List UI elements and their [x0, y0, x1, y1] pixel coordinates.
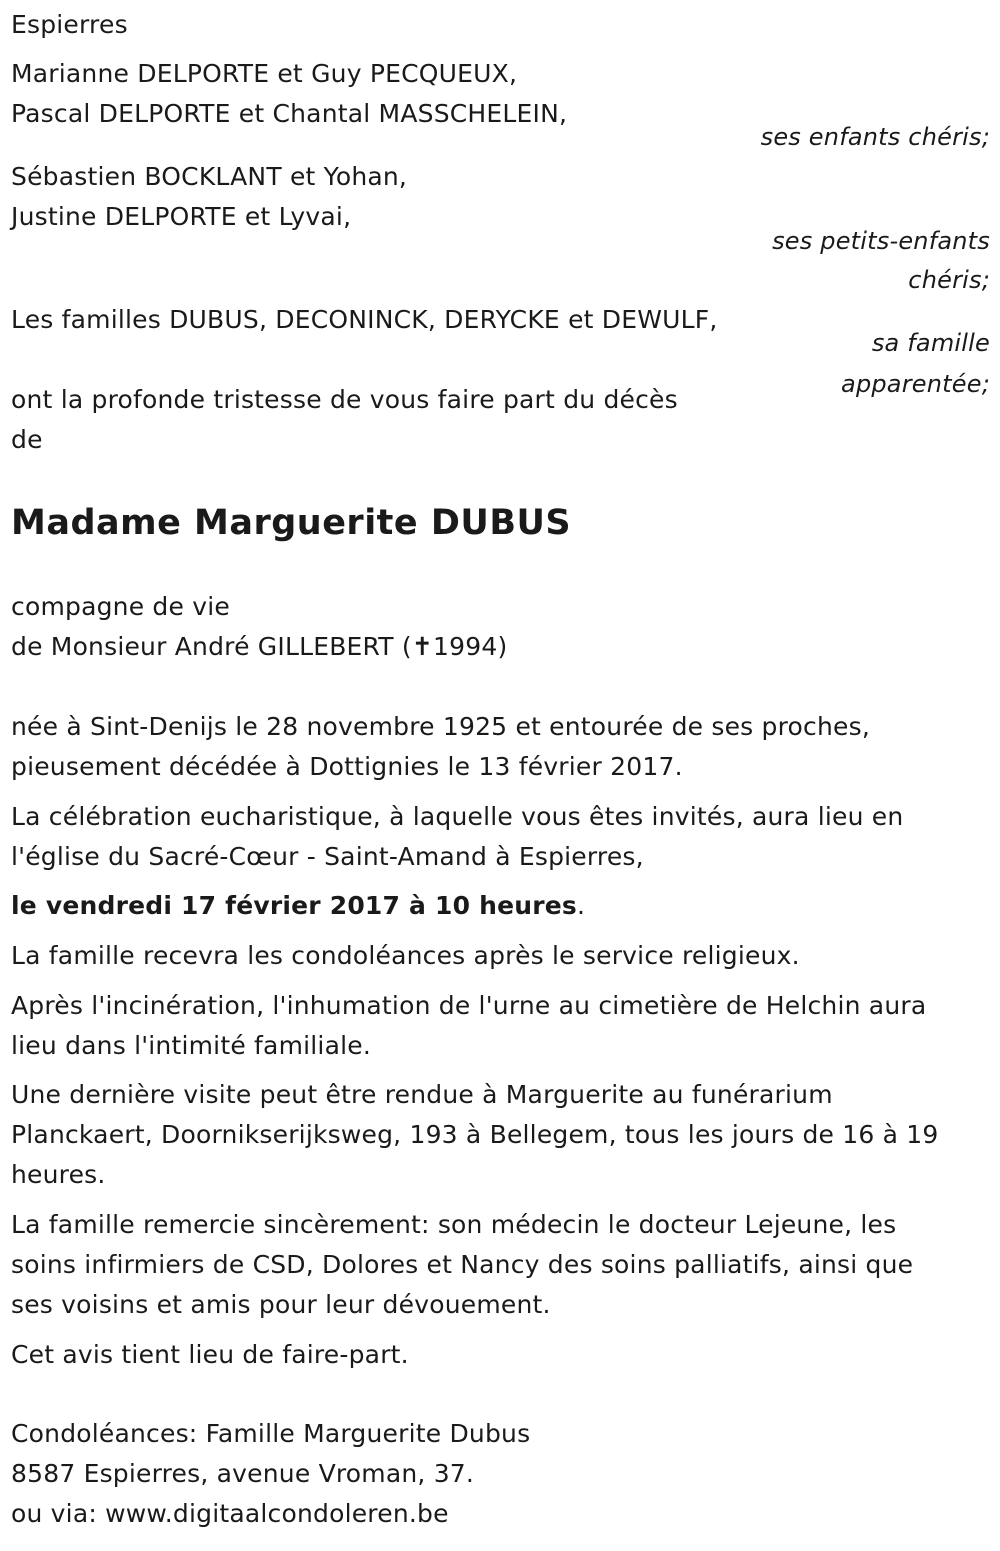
ceremony-line-1: La célébration eucharistique, à laquelle vous êtes invités, aura lieu en [11, 802, 904, 831]
announcement-line-1: ont la profonde tristesse de vous faire part du décès [11, 385, 678, 414]
thanks-line-1: La famille remercie sincèrement: son médecin le docteur Lejeune, les [11, 1210, 897, 1239]
grandchildren-relation-line-1: ses petits-enfants [772, 227, 990, 255]
families-relation-line-1: sa famille [871, 329, 990, 357]
visit-line-1: Une dernière visite peut être rendue à Marguerite au funérarium [11, 1080, 833, 1109]
grandchildren-line-1: Sébastien BOCKLANT et Yohan, [11, 162, 408, 191]
families-relation-line-2: apparentée; [841, 370, 990, 398]
grandchildren-relation-line-2: chéris; [908, 266, 990, 294]
partner-line-1: compagne de vie [11, 592, 230, 621]
children-line-1: Marianne DELPORTE et Guy PECQUEUX, [11, 59, 518, 88]
contact-line-3: ou via: www.digitaalcondoleren.be [11, 1499, 449, 1528]
notice-line: Cet avis tient lieu de faire-part. [11, 1340, 409, 1369]
children-relation: ses enfants chéris; [760, 123, 990, 151]
grandchildren-line-2: Justine DELPORTE et Lyvai, [11, 202, 352, 231]
families-line: Les familles DUBUS, DECONINCK, DERYCKE et DEWULF, [11, 305, 718, 334]
deceased-name: Madame Marguerite DUBUS [11, 503, 572, 543]
thanks-line-2: soins infirmiers de CSD, Dolores et Nancy des soins palliatifs, ainsi que [11, 1250, 914, 1279]
condolences-after-service: La famille recevra les condoléances après le service religieux. [11, 941, 800, 970]
visit-line-3: heures. [11, 1160, 106, 1189]
contact-line-1: Condoléances: Famille Marguerite Dubus [11, 1419, 531, 1448]
burial-line-2: lieu dans l'intimité familiale. [11, 1031, 371, 1060]
place-heading: Espierres [11, 10, 128, 39]
thanks-line-3: ses voisins et amis pour leur dévouement. [11, 1290, 551, 1319]
ceremony-date-line [11, 891, 585, 921]
visit-line-2: Planckaert, Doornikserijksweg, 193 à Bellegem, tous les jours de 16 à 19 [11, 1120, 939, 1149]
death-line: pieusement décédée à Dottignies le 13 février 2017. [11, 752, 683, 781]
children-line-2: Pascal DELPORTE et Chantal MASSCHELEIN, [11, 99, 568, 128]
ceremony-date: le vendredi 17 février 2017 à 10 heures [11, 891, 578, 920]
ceremony-date-end: . [577, 891, 586, 920]
burial-line-1: Après l'incinération, l'inhumation de l'urne au cimetière de Helchin aura [11, 991, 927, 1020]
ceremony-line-2: l'église du Sacré-Cœur - Saint-Amand à Espierres, [11, 842, 644, 871]
birth-line: née à Sint-Denijs le 28 novembre 1925 et entourée de ses proches, [11, 712, 870, 741]
partner-line-2: de Monsieur André GILLEBERT (✝1994) [11, 632, 508, 661]
announcement-line-2: de [11, 425, 43, 454]
contact-line-2: 8587 Espierres, avenue Vroman, 37. [11, 1459, 475, 1488]
